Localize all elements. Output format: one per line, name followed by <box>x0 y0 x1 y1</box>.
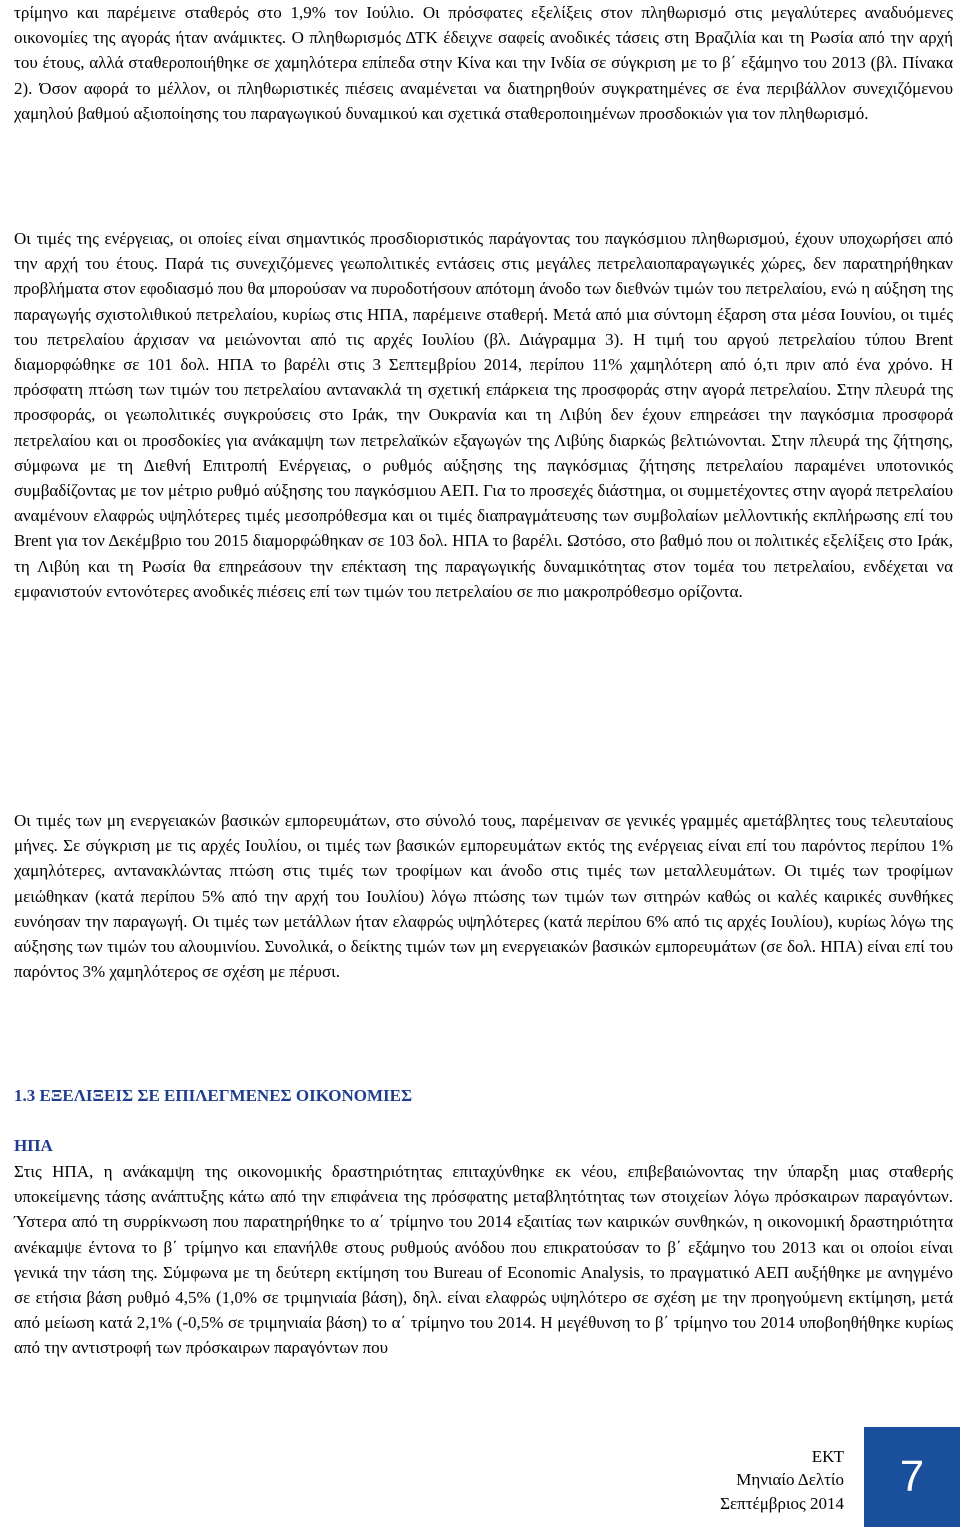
footer-publication: Μηνιαίο Δελτίο <box>736 1470 844 1489</box>
page-number: 7 <box>864 1427 960 1527</box>
paragraph-usa: Στις ΗΠΑ, η ανάκαμψη της οικονομικής δραστηριότητας επιταχύνθηκε εκ νέου, επιβεβαιώνοντας την ύπαρξη μιας σταθερής υποκείμενης τάσης ανάπτυξης κάτω από την επιφάνεια της πρόσφατης μεταβλητότητας των στοιχείων λόγω πρόσκαιρων παραγόντων. Ύστερα από τη συρρίκνωση που παρατηρήθηκε το α΄ τρίμηνο του 2014 εξαιτίας των καιρικών συνθηκών, η οικονομική δραστηριότητα ανέκαμψε έντονα το β΄ τρίμηνο και επανήλθε στους ρυθμούς ανόδου που επικρατούσαν το β΄ εξάμηνο του 2013 και οι οποίοι είναι γενικά την τάση της. Σύμφωνα με τη δεύτερη εκτίμηση του Bureau of Economic Analysis, το πραγματικό ΑΕΠ αυξήθηκε με ανηγμένο σε ετήσια βάση ρυθμό 4,5% (1,0% σε τριμηνιαία βάση), δηλ. είναι ελαφρώς υψηλότερο σε σχέση με την προηγούμενη εκτίμηση, μετά από μείωση κατά 2,1% (-0,5% σε τριμηνιαία βάση) το α΄ τρίμηνο του 2014. Η μεγέθυνση το β΄ τρίμηνο του 2014 υποβοηθήθηκε κυρίως από την αντιστροφή των πρόσκαιρων παραγόντων που <box>14 1162 953 1358</box>
subsection-heading-usa: ΗΠΑ <box>14 1136 53 1155</box>
section-heading: 1.3 ΕΞΕΛΙΞΕΙΣ ΣΕ ΕΠΙΛΕΓΜΕΝΕΣ ΟΙΚΟΝΟΜΙΕΣ <box>14 1086 413 1105</box>
footer-date: Σεπτέμβριος 2014 <box>720 1494 844 1513</box>
paragraph-energy-prices: Οι τιμές της ενέργειας, οι οποίες είναι σημαντικός προσδιοριστικός παράγοντας του παγκόσμιου πληθωρισμού, έχουν υποχωρήσει από την αρχή του έτους. Παρά τις συνεχιζόμενες γεωπολιτικές εντάσεις στις μεγάλες πετρελαιοπαραγωγικές χώρες, δεν παρατηρήθηκαν προβλήματα στον εφοδιασμό που θα μπορούσαν να πυροδοτήσουν απότομη άνοδο των διεθνών τιμών του πετρελαίου, ενώ η αύξηση της παραγωγής σχιστολιθικού πετρελαίου, κυρίως στις ΗΠΑ, παρέμεινε σταθερή. Μετά από μια σύντομη έξαρση στα μέσα Ιουνίου, οι τιμές του πετρελαίου άρχισαν να μειώνονται από τις αρχές Ιουλίου (βλ. Διάγραμμα 3). Η τιμή του αργού πετρελαίου τύπου Brent διαμορφώθηκε σε 101 δολ. ΗΠΑ το βαρέλι στις 3 Σεπτεμβρίου 2014, περίπου 11% χαμηλότερη από ό,τι πριν από ένα χρόνο. Η πρόσφατη πτώση των τιμών του πετρελαίου αντανακλά τη σχετική επάρκεια της προσφοράς στην αγορά πετρελαίου. Στην πλευρά της προσφοράς, οι γεωπολιτικές συγκρούσεις στο Ιράκ, την Ουκρανία και τη Λιβύη δεν έχουν επηρεάσει την παγκόσμια προσφορά πετρελαίου και οι προσδοκίες για ανάκαμψη των πετρελαϊκών εξαγωγών της Λιβύης διαρκώς βελτιώνονται. Στην πλευρά της ζήτησης, σύμφωνα με τη Διεθνή Επιτροπή Ενέργειας, ο ρυθμός αύξησης της παγκόσμιας ζήτησης πετρελαίου παραμένει υποτονικός συμβαδίζοντας με τον μέτριο ρυθμό αύξησης του παγκόσμιου ΑΕΠ. Για το προσεχές διάστημα, οι συμμετέχοντες στην αγορά πετρελαίου αναμένουν ελαφρώς υψηλότερες τιμές μεσοπρόθεσμα και οι τιμές διαπραγμάτευσης των συμβολαίων μελλοντικής εκπλήρωσης επί του Brent για τον Δεκέμβριο του 2015 διαμορφώθηκαν σε 103 δολ. ΗΠΑ το βαρέλι. Ωστόσο, στο βαθμό που οι πολιτικές εξελίξεις στο Ιράκ, τη Λιβύη και τη Ρωσία θα επηρεάσουν την επέκταση της παραγωγικής δυναμικότητας στον τομέα του πετρελαίου, ενδέχεται να εμφανιστούν εντονότερες ανοδικές πιέσεις επί των τιμών του πετρελαίου σε πιο μακροπρόθεσμο ορίζοντα. <box>14 229 953 601</box>
paragraph-inflation: τρίμηνο και παρέμεινε σταθερός στο 1,9% τον Ιούλιο. Οι πρόσφατες εξελίξεις στον πληθωρισμό στις μεγαλύτερες αναδυόμενες οικονομίες της αγοράς ήταν ανάμικτες. Ο πληθωρισμός ΔΤΚ έδειχνε σαφείς ανοδικές τάσεις στη Βραζιλία και τη Ρωσία από την αρχή του έτους, αλλά σταθεροποιήθηκε σε χαμηλότερα επίπεδα στην Κίνα και την Ινδία σε σύγκριση με το β΄ εξάμηνο του 2013 (βλ. Πίνακα 2). Όσον αφορά το μέλλον, οι πληθωριστικές πιέσεις αναμένεται να διατηρηθούν συγκρατημένες σε ένα περιβάλλον συνεχιζόμενου χαμηλού βαθμού αξιοποίησης του παραγωγικού δυναμικού και σχετικά σταθεροποιημένων προσδοκιών για τον πληθωρισμό. <box>14 3 953 123</box>
paragraph-non-energy-commodities: Οι τιμές των μη ενεργειακών βασικών εμπορευμάτων, στο σύνολό τους, παρέμειναν σε γενικές γραμμές αμετάβλητες τους τελευταίους μήνες. Σε σύγκριση με τις αρχές Ιουλίου, οι τιμές των βασικών εμπορευμάτων εκτός της ενέργειας είναι επί του παρόντος περίπου 1% χαμηλότερες, αντανακλώντας πτώση στις τιμές των τροφίμων και άνοδο στις τιμές των μεταλλευμάτων. Οι τιμές των τροφίμων μειώθηκαν (κατά περίπου 5% από την αρχή του Ιουλίου) λόγω πτώσης των τιμών των σιτηρών καθώς οι καλές καιρικές συνθήκες ευνόησαν την παραγωγή. Οι τιμές των μετάλλων ήταν ελαφρώς υψηλότερες (κατά περίπου 6% από τις αρχές Ιουλίου), κυρίως λόγω της αύξησης των τιμών του αλουμινίου. Συνολικά, ο δείκτης τιμών των μη ενεργειακών βασικών εμπορευμάτων (σε δολ. ΗΠΑ) είναι επί του παρόντος 3% χαμηλότερος σε σχέση με πέρυσι. <box>14 811 953 982</box>
footer-organization: ΕΚΤ <box>811 1447 844 1466</box>
